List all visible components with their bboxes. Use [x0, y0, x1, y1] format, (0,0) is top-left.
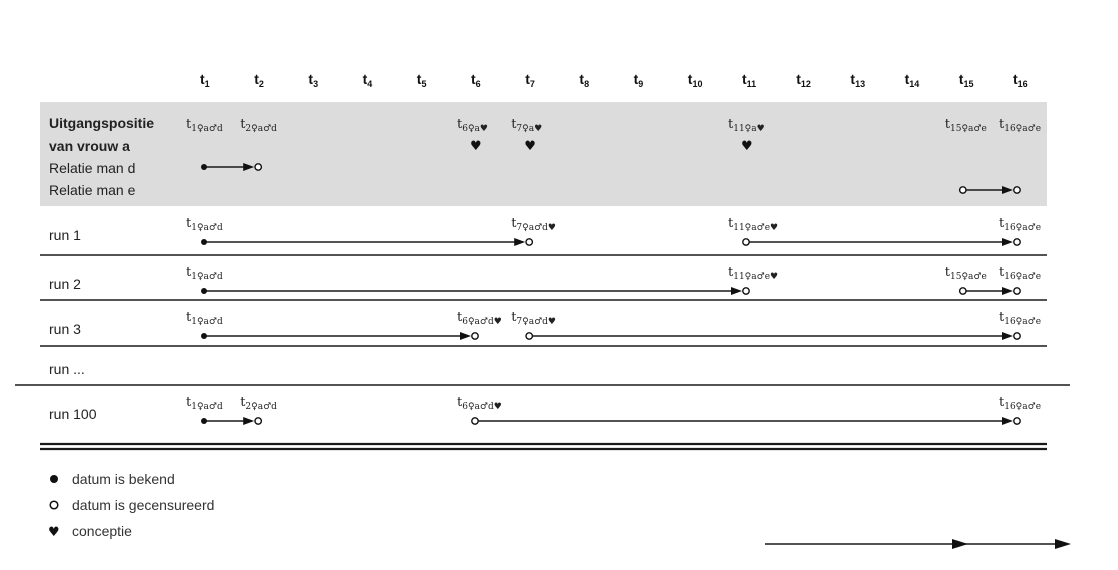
event-subscript: 2♀a♂d [245, 402, 277, 412]
tick-subscript: 1 [204, 79, 210, 89]
arrowhead [731, 287, 742, 295]
event-base: t [944, 265, 951, 280]
run-row [49, 310, 1041, 340]
relation-segment [201, 417, 261, 425]
event-label [999, 395, 1041, 412]
arrowhead [460, 332, 471, 340]
tick-base: t [850, 71, 856, 87]
tick-subscript: 10 [692, 79, 703, 89]
censored-date-marker [526, 333, 532, 339]
event-base: t [944, 117, 951, 132]
event-label [186, 395, 223, 412]
known-date-marker [201, 288, 207, 294]
event-base: t [728, 117, 734, 132]
tick-subscript: 7 [529, 79, 535, 89]
relation-segment [201, 238, 532, 246]
event-subscript: 7♀a♂d♥ [516, 317, 557, 327]
event-subscript: 11♀a♂e♥ [733, 223, 779, 233]
arrowhead [1002, 287, 1013, 295]
event-subscript: 1♀a♂d [191, 272, 223, 282]
run-label: run ... [49, 361, 85, 377]
event-label [945, 265, 987, 282]
event-label [728, 265, 778, 282]
time-axis-ticks [200, 71, 1028, 89]
arrowhead [1002, 332, 1013, 340]
event-base: t [240, 117, 246, 132]
censored-date-marker [1014, 333, 1020, 339]
tick-base: t [1013, 71, 1018, 87]
time-tick-label [417, 71, 427, 89]
event-base: t [457, 117, 463, 132]
run-label: run 100 [49, 406, 97, 422]
run-label: run 1 [49, 227, 81, 243]
run-row [49, 265, 1041, 295]
tick-base: t [579, 71, 585, 87]
event-base: t [728, 216, 734, 231]
legend-censored-label: datum is gecensureerd [72, 497, 215, 513]
legend [48, 471, 214, 540]
tick-base: t [742, 71, 747, 87]
event-base: t [457, 395, 463, 410]
time-tick-label [579, 71, 589, 89]
tick-base: t [362, 71, 368, 87]
event-base: t [457, 310, 463, 325]
event-label [999, 265, 1041, 282]
tick-base: t [471, 71, 476, 87]
event-label [999, 216, 1041, 233]
tick-base: t [416, 71, 422, 87]
event-subscript: 1♀a♂d [191, 402, 223, 412]
event-subscript: 16♀a♂e [1004, 272, 1042, 282]
relation-segment [743, 238, 1020, 246]
event-base: t [511, 216, 517, 231]
censored-date-marker [472, 418, 478, 424]
relation-segment [526, 332, 1020, 340]
tick-base: t [633, 71, 639, 87]
event-base: t [186, 310, 192, 325]
event-subscript: 16♀a♂e [1004, 402, 1042, 412]
time-tick-label [959, 71, 974, 89]
decorative-arrow [765, 539, 1071, 549]
time-tick-label [1013, 71, 1028, 89]
tick-subscript: 4 [367, 79, 373, 89]
tick-subscript: 12 [800, 79, 811, 89]
event-base: t [186, 216, 192, 231]
tick-base: t [254, 71, 259, 87]
tick-subscript: 6 [475, 79, 481, 89]
event-base: t [999, 310, 1005, 325]
run-row [49, 216, 1041, 246]
event-subscript: 16♀a♂e [1004, 124, 1042, 134]
censored-date-marker [255, 164, 261, 170]
time-tick-label [742, 71, 756, 89]
event-subscript: 7♀a♂d♥ [516, 223, 557, 233]
time-tick-label [254, 71, 264, 89]
event-label [240, 395, 277, 412]
event-label [511, 216, 556, 233]
event-label [511, 310, 556, 327]
time-tick-label [905, 71, 920, 89]
initial-label-line2: van vrouw a [49, 138, 130, 154]
relation-man-e-label: Relatie man e [49, 182, 136, 198]
deco-arrowhead-end [1055, 539, 1071, 549]
run-label: run 3 [49, 321, 81, 337]
legend-censored-marker [50, 501, 58, 509]
tick-subscript: 15 [963, 79, 974, 89]
censored-date-marker [960, 187, 966, 193]
tick-subscript: 16 [1017, 79, 1028, 89]
tick-base: t [200, 71, 205, 87]
run-label: run 2 [49, 276, 81, 292]
event-subscript: 15♀a♂e [950, 124, 987, 134]
event-base: t [999, 395, 1005, 410]
event-subscript: 6♀a♥ [462, 124, 488, 134]
tick-subscript: 3 [313, 79, 319, 89]
tick-subscript: 5 [421, 79, 427, 89]
tick-base: t [904, 71, 910, 87]
time-tick-label [200, 71, 210, 89]
row-separators [15, 255, 1070, 449]
legend-heart-icon: ♥ [48, 525, 60, 540]
censored-date-marker [1014, 239, 1020, 245]
event-base: t [999, 265, 1005, 280]
event-base: t [186, 265, 192, 280]
censored-date-marker [526, 239, 532, 245]
tick-base: t [308, 71, 314, 87]
relation-segment [201, 332, 478, 340]
run-row [49, 361, 85, 377]
time-tick-label [308, 71, 318, 89]
conception-heart-icon: ♥ [470, 139, 482, 154]
tick-subscript: 9 [638, 79, 644, 89]
event-label [186, 310, 223, 327]
arrowhead [1002, 238, 1013, 246]
event-subscript: 11♀a♥ [733, 124, 765, 134]
event-subscript: 1♀a♂d [191, 124, 223, 134]
relation-man-d-label: Relatie man d [49, 160, 136, 176]
event-label [457, 395, 502, 412]
relation-segment [472, 417, 1020, 425]
relation-segment [960, 287, 1021, 295]
tick-subscript: 13 [855, 79, 866, 89]
event-subscript: 6♀a♂d♥ [462, 402, 502, 412]
event-subscript: 16♀a♂e [1004, 317, 1042, 327]
censored-date-marker [255, 418, 261, 424]
event-base: t [728, 265, 734, 280]
event-label [186, 216, 223, 233]
conception-heart-icon: ♥ [524, 139, 536, 154]
known-date-marker [201, 333, 207, 339]
event-subscript: 7♀a♥ [516, 124, 543, 134]
legend-conception-label: conceptie [72, 523, 132, 539]
arrowhead [243, 417, 254, 425]
time-tick-label [688, 71, 703, 89]
event-base: t [186, 117, 192, 132]
tick-base: t [525, 71, 530, 87]
run-row [49, 395, 1041, 425]
event-subscript: 16♀a♂e [1004, 223, 1042, 233]
time-tick-label [471, 71, 481, 89]
tick-base: t [958, 71, 964, 87]
tick-subscript: 11 [746, 79, 757, 89]
arrowhead [514, 238, 525, 246]
event-base: t [999, 117, 1005, 132]
censored-date-marker [472, 333, 478, 339]
event-subscript: 1♀a♂d [191, 317, 223, 327]
event-base: t [999, 216, 1005, 231]
event-label [186, 265, 223, 282]
relation-segment [201, 287, 749, 295]
conception-heart-icon: ♥ [741, 139, 753, 154]
censored-date-marker [1014, 288, 1020, 294]
censored-date-marker [1014, 418, 1020, 424]
event-subscript: 6♀a♂d♥ [462, 317, 502, 327]
time-tick-label [363, 71, 373, 89]
runs [49, 216, 1041, 425]
event-label [728, 216, 778, 233]
event-label [457, 310, 502, 327]
known-date-marker [201, 239, 207, 245]
event-base: t [240, 395, 246, 410]
tick-subscript: 8 [584, 79, 590, 89]
event-label [999, 310, 1041, 327]
initial-label-line1: Uitgangspositie [49, 115, 155, 131]
time-tick-label [850, 71, 865, 89]
event-base: t [511, 117, 517, 132]
censored-date-marker [1014, 187, 1020, 193]
event-base: t [186, 395, 192, 410]
tick-base: t [796, 71, 801, 87]
event-base: t [511, 310, 517, 325]
time-tick-label [796, 71, 811, 89]
known-date-marker [201, 418, 207, 424]
event-subscript: 1♀a♂d [191, 223, 223, 233]
event-subscript: 2♀a♂d [245, 124, 277, 134]
tick-subscript: 14 [909, 79, 920, 89]
known-date-marker [201, 164, 207, 170]
time-tick-label [525, 71, 535, 89]
tick-base: t [687, 71, 693, 87]
censored-date-marker [743, 288, 749, 294]
arrowhead [1002, 417, 1013, 425]
tick-subscript: 2 [258, 79, 264, 89]
event-subscript: 11♀a♂e♥ [733, 272, 779, 282]
legend-known-label: datum is bekend [72, 471, 175, 487]
time-tick-label [634, 71, 644, 89]
legend-known-marker [50, 475, 58, 483]
event-subscript: 15♀a♂e [950, 272, 987, 282]
censored-date-marker [960, 288, 966, 294]
deco-arrowhead-mid [952, 539, 968, 549]
censored-date-marker [743, 239, 749, 245]
